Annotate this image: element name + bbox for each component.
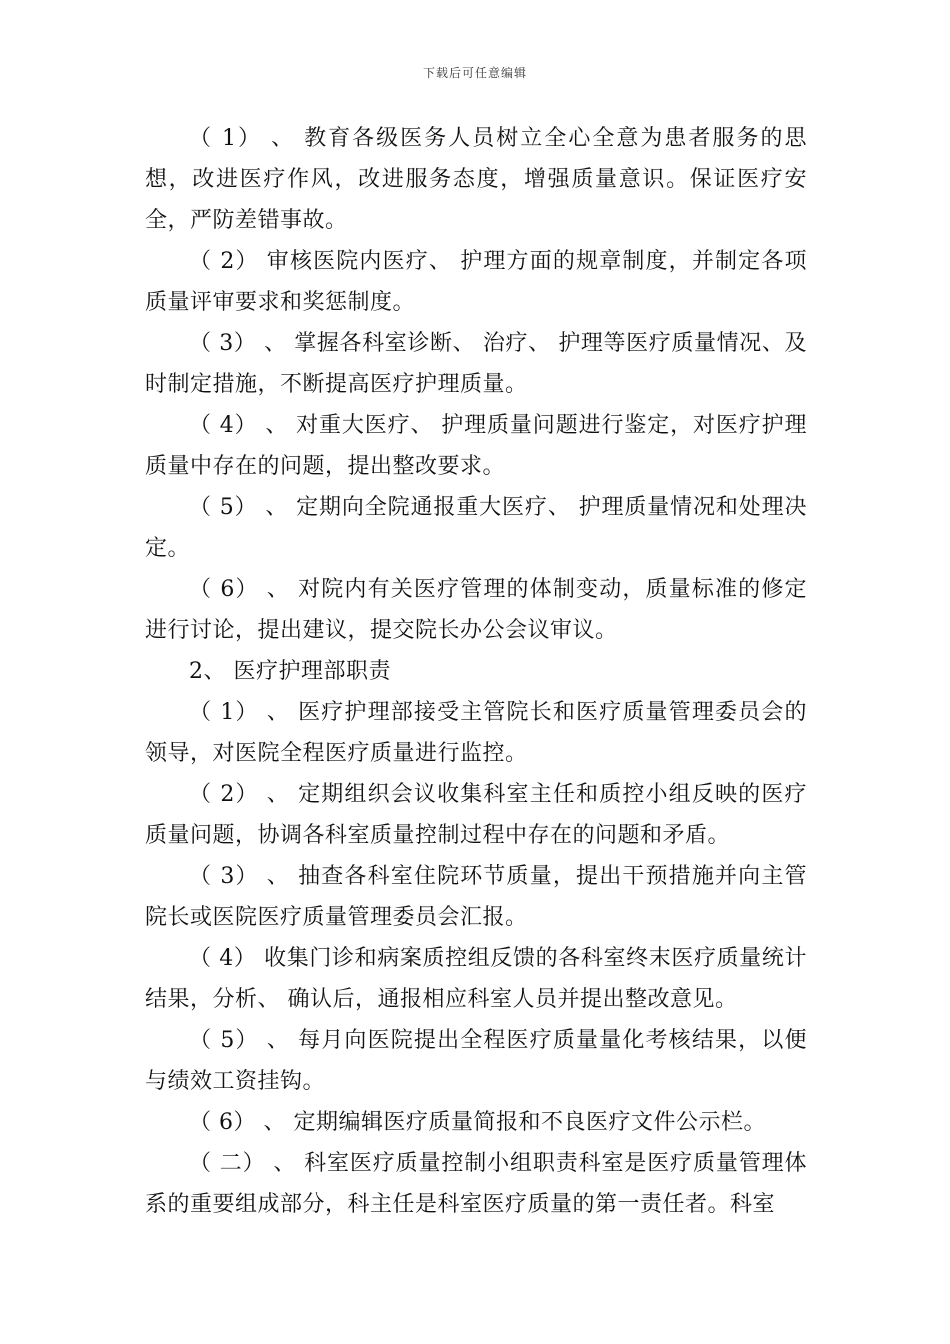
paragraph: （ 1） 、 教育各级医务人员树立全心全意为患者服务的思想，改进医疗作风，改进服务态度，增强质量意识。保证医疗安全，严防差错事故。	[145, 126, 807, 233]
paragraph: （ 5） 、 定期向全院通报重大医疗、 护理质量情况和处理决定。	[145, 495, 807, 561]
document-body	[145, 118, 807, 1225]
paragraph: （ 3） 、 掌握各科室诊断、 治疗、 护理等医疗质量情况、及时制定措施，不断提高医疗护理质量。	[145, 331, 807, 397]
section-heading: 2、 医疗护理部职责	[189, 659, 391, 684]
paragraph: （ 4） 收集门诊和病案质控组反馈的各科室终末医疗质量统计结果，分析、 确认后，通报相应科室人员并提出整改意见。	[145, 946, 807, 1012]
paragraph: （ 二） 、 科室医疗质量控制小组职责科室是医疗质量管理体系的重要组成部分，科主任是科室医疗质量的第一责任者。科室	[145, 1151, 807, 1217]
paragraph: （ 3） 、 抽查各科室住院环节质量，提出干预措施并向主管院长或医院医疗质量管理委员会汇报。	[145, 864, 807, 930]
paragraph: （ 5） 、 每月向医院提出全程医疗质量量化考核结果，以便与绩效工资挂钩。	[145, 1028, 807, 1094]
page-header-note: 下载后可任意编辑	[422, 66, 527, 80]
paragraph: （ 2） 审核医院内医疗、 护理方面的规章制度，并制定各项质量评审要求和奖惩制度。	[145, 249, 807, 315]
paragraph: （ 6） 、 对院内有关医疗管理的体制变动，质量标准的修定进行讨论，提出建议，提交院长办公会议审议。	[145, 577, 807, 643]
paragraph: （ 6） 、 定期编辑医疗质量简报和不良医疗文件公示栏。	[189, 1110, 766, 1135]
paragraph: （ 2） 、 定期组织会议收集科室主任和质控小组反映的医疗质量问题，协调各科室质量控制过程中存在的问题和矛盾。	[145, 782, 807, 848]
paragraph: （ 1） 、 医疗护理部接受主管院长和医疗质量管理委员会的领导，对医院全程医疗质量进行监控。	[145, 700, 807, 766]
paragraph: （ 4） 、 对重大医疗、 护理质量问题进行鉴定，对医疗护理质量中存在的问题，提出整改要求。	[145, 413, 807, 479]
